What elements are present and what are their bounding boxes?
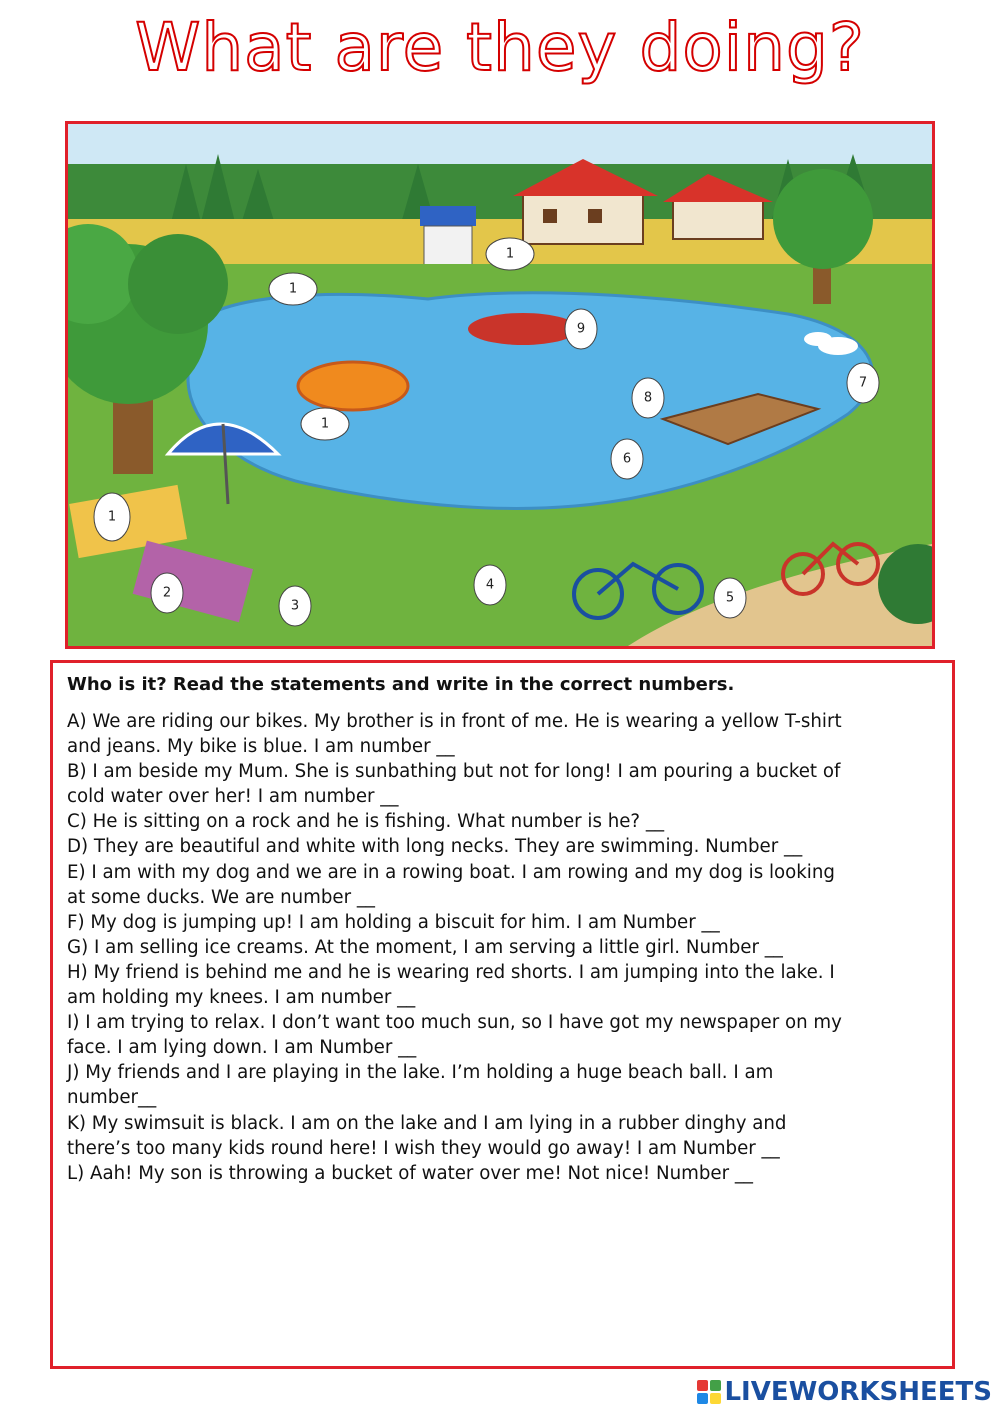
statement-line: J) My friends and I are playing in the lake. I’m holding a huge beach ball. I am bbox=[67, 1062, 774, 1084]
statement-line: number__ bbox=[67, 1087, 157, 1109]
svg-text:1: 1 bbox=[107, 509, 117, 525]
svg-text:2: 2 bbox=[162, 585, 172, 601]
marker-1-newspaper bbox=[94, 493, 130, 541]
marker-4 bbox=[474, 565, 506, 605]
statement-line: A) We are riding our bikes. My brother is in front of me. He is wearing a yellow T-shirt bbox=[67, 711, 842, 732]
liveworksheets-logo-icon bbox=[697, 1380, 721, 1404]
marker-2 bbox=[151, 573, 183, 613]
statement-line: there’s too many kids round here! I wish they would go away! I am Number __ bbox=[67, 1137, 780, 1159]
liveworksheets-brand bbox=[697, 1377, 992, 1407]
brand-text: LIVEWORKSHEETS bbox=[724, 1377, 992, 1407]
statement-line: L) Aah! My son is throwing a bucket of water over me! Not nice! Number __ bbox=[67, 1162, 754, 1184]
rubber-dinghy bbox=[298, 362, 408, 410]
page-title: What are they doing? bbox=[135, 9, 865, 86]
rowing-boat bbox=[468, 313, 578, 345]
marker-3 bbox=[279, 586, 311, 626]
statement-line: and jeans. My bike is blue. I am number __ bbox=[67, 736, 455, 758]
statement-line: D) They are beautiful and white with long necks. They are swimming. Number __ bbox=[67, 836, 803, 858]
statement-line: H) My friend is behind me and he is wearing red shorts. I am jumping into the lake. I bbox=[67, 961, 835, 983]
marker-7 bbox=[847, 363, 879, 403]
marker-1-fisherman bbox=[269, 273, 317, 305]
svg-text:3: 3 bbox=[290, 598, 300, 614]
svg-text:4: 4 bbox=[485, 577, 495, 593]
statement-line: E) I am with my dog and we are in a rowing boat. I am rowing and my dog is looking bbox=[67, 861, 835, 883]
statement-line: I) I am trying to relax. I don’t want too much sun, so I have got my newspaper on my bbox=[67, 1012, 842, 1034]
statement-line: G) I am selling ice creams. At the moment, I am serving a little girl. Number __ bbox=[67, 936, 783, 958]
marker-9 bbox=[565, 309, 597, 349]
statement-line: K) My swimsuit is black. I am on the lake and I am lying in a rubber dinghy and bbox=[67, 1112, 787, 1134]
statement-line: face. I am lying down. I am Number __ bbox=[67, 1037, 417, 1059]
svg-text:6: 6 bbox=[622, 451, 632, 467]
svg-text:5: 5 bbox=[725, 590, 735, 606]
svg-text:8: 8 bbox=[643, 390, 653, 406]
statement-line: F) My dog is jumping up! I am holding a biscuit for him. I am Number __ bbox=[67, 911, 720, 933]
svg-text:9: 9 bbox=[576, 321, 586, 337]
worksheet-panel bbox=[50, 660, 955, 1369]
statement-line: at some ducks. We are number __ bbox=[67, 886, 376, 908]
svg-text:1: 1 bbox=[505, 246, 515, 262]
scene-drawing bbox=[68, 124, 932, 646]
statement-line: am holding my knees. I am number __ bbox=[67, 987, 416, 1009]
svg-text:1: 1 bbox=[320, 416, 330, 432]
marker-5 bbox=[714, 578, 746, 618]
marker-1-ice-cream bbox=[486, 238, 534, 270]
svg-text:1: 1 bbox=[288, 281, 298, 297]
statement-line: B) I am beside my Mum. She is sunbathing but not for long! I am pouring a bucket of bbox=[67, 761, 841, 783]
svg-text:7: 7 bbox=[858, 375, 868, 391]
instruction-text: Who is it? Read the statements and write in the correct numbers. bbox=[67, 674, 735, 695]
statement-line: cold water over her! I am number __ bbox=[67, 786, 399, 808]
lake-scene-illustration bbox=[65, 121, 935, 649]
marker-6 bbox=[611, 439, 643, 479]
marker-1-dinghy bbox=[301, 408, 349, 440]
marker-8 bbox=[632, 378, 664, 418]
statement-line: C) He is sitting on a rock and he is fishing. What number is he? __ bbox=[67, 811, 665, 833]
